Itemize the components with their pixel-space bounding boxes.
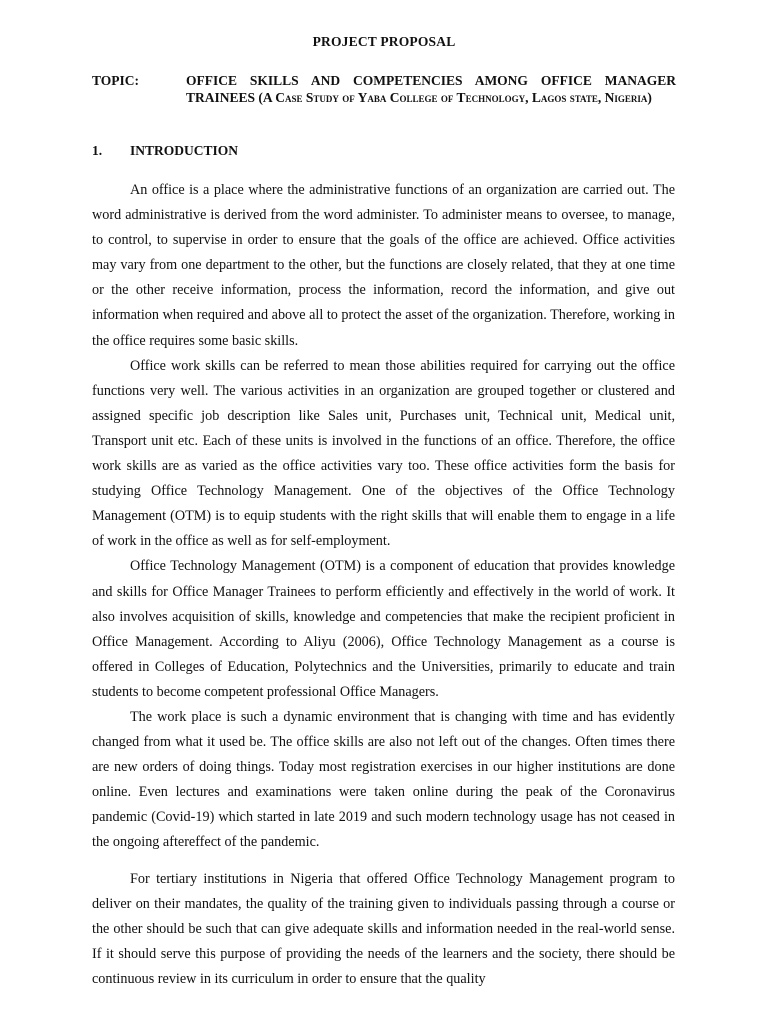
topic-main: OFFICE SKILLS AND COMPETENCIES AMONG OFFICE MANAGER TRAINEES: [186, 73, 676, 105]
paragraph-5: For tertiary institutions in Nigeria that offered Office Technology Management program to deliver on their mandates, the quality of the training given to individuals passing through a course or the other should be such that can give adequate skills and information needed in the real-world sense. If it should serve this purpose of providing the needs of the learners and the society, there should be continuous review in its curriculum in order to ensure that the quality: [92, 871, 675, 988]
topic-row: [92, 72, 676, 106]
topic-label: TOPIC:: [92, 73, 140, 88]
paragraph-2: Office work skills can be referred to mean those abilities required for carrying out the office functions very well. The various activities in an organization are grouped together or clustered and assigned specific job description like Sales unit, Purchases unit, Technical unit, Medical unit, Transport unit etc. Each of these units is involved in the functions of an office. Therefore, the office work skills are as varied as the office activities vary too. These office activities form the basis for studying Office Technology Management. One of the objectives of the Office Technology Management (OTM) is to equip students with the right skills that will enable them to engage in a life of work in the office as well as for self-employment.: [92, 357, 675, 550]
section-title: INTRODUCTION: [130, 143, 239, 158]
section-number: 1.: [92, 143, 103, 158]
paragraph-3: Office Technology Management (OTM) is a component of education that provides knowledge and skills for Office Manager Trainees to perform efficiently and effectively in the world of work. It also involves acquisition of skills, knowledge and competencies that make the recipient proficient in Office Management. According to Aliyu (2006), Office Technology Management as a course is offered in Colleges of Education, Polytechnics and the Universities, primarily to educate and train students to become competent professional Office Managers.: [92, 558, 675, 700]
body-text: [92, 178, 675, 856]
paragraph-4: The work place is such a dynamic environment that is changing with time and has evidently changed from what it used be. The office skills are also not left out of the changes. Often times there are new orders of doing things. Today most registration exercises in our higher institutions are done online. Even lectures and examinations were taken online during the peak of the Coronavirus pandemic (Covid-19) which started in late 2019 and such modern technology usage has not ceased in the ongoing aftereffect of the pandemic.: [92, 708, 675, 851]
body-text-continued: [92, 867, 675, 992]
section-heading: [92, 143, 238, 159]
paragraph-1: An office is a place where the administrative functions of an organization are carried out. The word administrative is derived from the word administer. To administer means to oversee, to manage, to control, to supervise in order to ensure that the goals of the office are achieved. Office activities may vary from one department to the other, but the functions are closely related, that they at one time or the other receive information, process the information, record the information, and give out information when required and above all to protect the asset of the organization. Therefore, working in the office requires some basic skills.: [92, 182, 675, 349]
topic-text: [186, 72, 676, 106]
page-title: PROJECT PROPOSAL: [312, 34, 456, 49]
topic-case-study: (A Case Study of Yaba College of Technology, Lagos state, Nigeria): [258, 90, 652, 105]
